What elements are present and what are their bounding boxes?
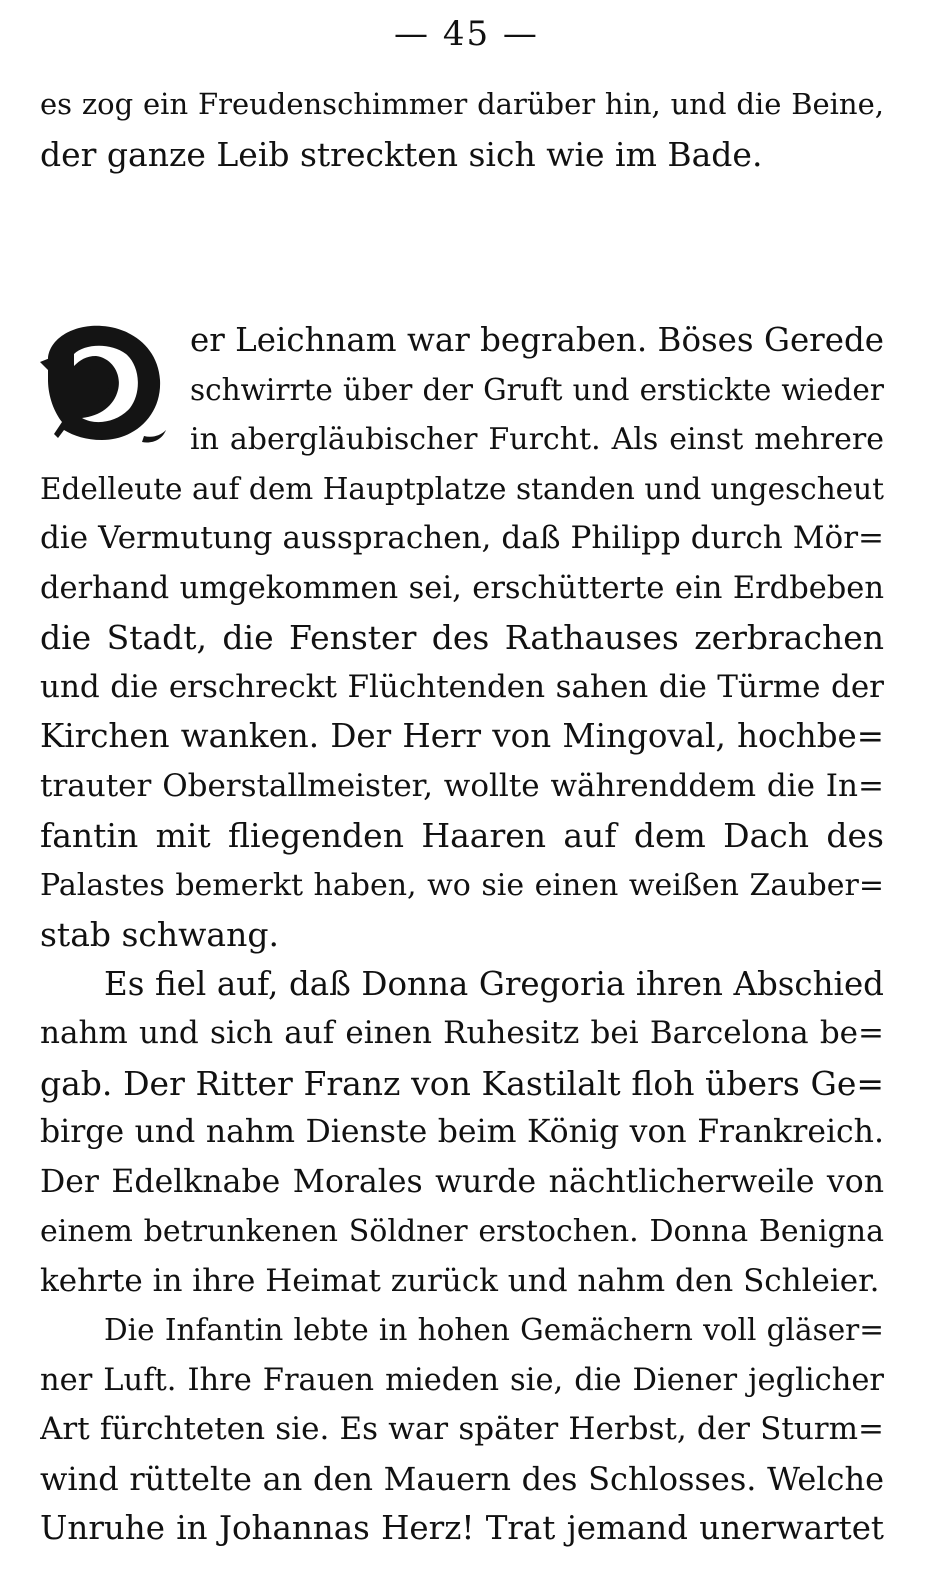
- text-line: die Stadt, die Fenster des Rathauses zerbrachen: [40, 618, 884, 657]
- text-line: gab. Der Ritter Franz von Kastilalt floh übers Ge=: [40, 1063, 884, 1103]
- text-line: kehrte in ihre Heimat zurück und nahm den Schleier.: [40, 1262, 880, 1299]
- text-line: schwirrte über der Gruft und erstickte wieder: [190, 372, 884, 407]
- text-line: Palastes bemerkt haben, wo sie einen weißen Zauber=: [40, 867, 884, 903]
- text-line: der ganze Leib streckten sich wie im Bade.: [40, 134, 763, 174]
- text-line: die Vermutung aussprachen, daß Philipp durch Mör=: [40, 520, 884, 556]
- text-line: trauter Oberstallmeister, wollte währenddem die In=: [40, 767, 884, 804]
- text-line: und die erschreckt Flüchtenden sahen die Türme der: [40, 668, 884, 705]
- text-line: ner Luft. Ihre Frauen mieden sie, die Diener jeglicher: [40, 1362, 884, 1398]
- text-line: Kirchen wanken. Der Herr von Mingoval, hochbe=: [40, 717, 884, 755]
- text-line: es zog ein Freudenschimmer darüber hin, und die Beine,: [40, 87, 884, 121]
- text-line: einem betrunkenen Söldner erstochen. Donna Benigna: [40, 1214, 884, 1249]
- text-line: fantin mit fliegenden Haaren auf dem Dach des: [40, 816, 884, 855]
- text-line: Die Infantin lebte in hohen Gemächern voll gläser=: [104, 1313, 884, 1347]
- text-line: wind rüttelte an den Mauern des Schlosses. Welche: [40, 1459, 884, 1498]
- text-line: birge und nahm Dienste beim König von Frankreich.: [40, 1114, 884, 1150]
- text-line: Art fürchteten sie. Es war später Herbst, der Sturm=: [40, 1411, 884, 1447]
- page-number: — 45 —: [394, 14, 539, 54]
- text-line: er Leichnam war begraben. Böses Gerede: [190, 321, 884, 359]
- text-line: stab schwang.: [40, 915, 279, 954]
- text-line: Der Edelknabe Morales wurde nächtlicherweile von: [40, 1163, 884, 1200]
- text-line: in abergläubischer Furcht. Als einst mehrere: [190, 422, 884, 457]
- top-paragraph: [40, 80, 884, 179]
- text-line: Edelleute auf dem Hauptplatze standen und ungescheut: [40, 471, 884, 506]
- text-line: Es fiel auf, daß Donna Gregoria ihren Abschied: [104, 964, 884, 1003]
- text-line: nahm und sich auf einen Ruhesitz bei Barcelona be=: [40, 1015, 884, 1051]
- text-line: Unruhe in Johannas Herz! Trat jemand unerwartet: [40, 1509, 884, 1547]
- text-line: derhand umgekommen sei, erschütterte ein Erdbeben: [40, 570, 884, 606]
- main-text: [40, 316, 884, 1554]
